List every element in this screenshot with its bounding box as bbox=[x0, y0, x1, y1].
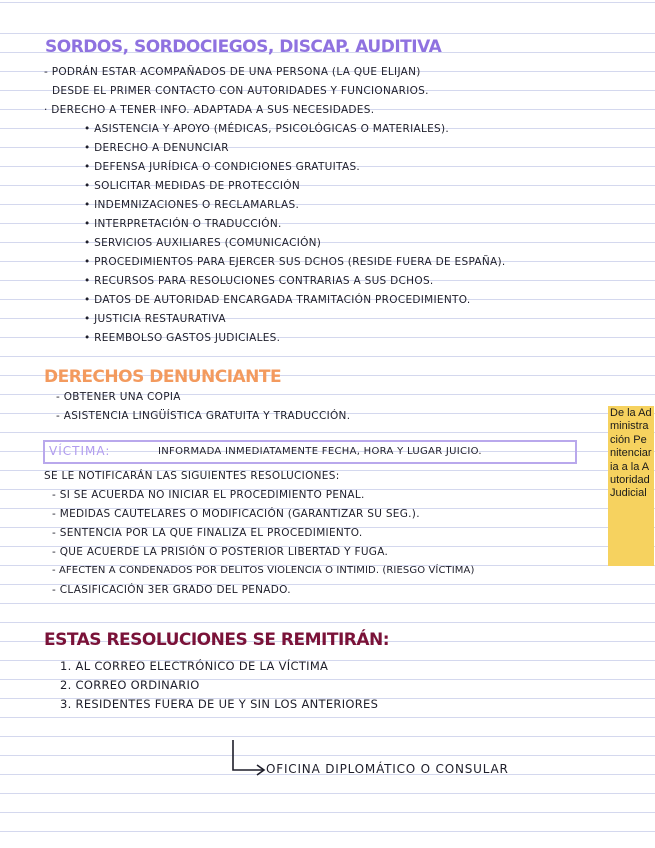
arrow-icon bbox=[230, 738, 270, 780]
list-item: 2. CORREO ORDINARIO bbox=[60, 678, 200, 692]
list-item: • INTERPRETACIÓN O TRADUCCIÓN. bbox=[84, 218, 282, 230]
list-item: • DATOS DE AUTORIDAD ENCARGADA TRAMITACIÓN PROCEDIMIENTO. bbox=[84, 294, 471, 306]
text-line: DESDE EL PRIMER CONTACTO CON AUTORIDADES Y FUNCIONARIOS. bbox=[52, 85, 429, 97]
list-item: - CLASIFICACIÓN 3ER GRADO DEL PENADO. bbox=[52, 584, 291, 596]
list-item: • REEMBOLSO GASTOS JUDICIALES. bbox=[84, 332, 281, 344]
arrow-destination: OFICINA DIPLOMÁTICO O CONSULAR bbox=[266, 762, 509, 776]
list-item: - SI SE ACUERDA NO INICIAR EL PROCEDIMIENTO PENAL. bbox=[52, 489, 365, 501]
list-item: - QUE ACUERDE LA PRISIÓN O POSTERIOR LIBERTAD Y FUGA. bbox=[52, 546, 389, 558]
list-item: • DERECHO A DENUNCIAR bbox=[84, 142, 229, 154]
list-item: • DEFENSA JURÍDICA O CONDICIONES GRATUITAS. bbox=[84, 161, 361, 173]
text-line: SE LE NOTIFICARÁN LAS SIGUIENTES RESOLUCIONES: bbox=[44, 470, 340, 482]
heading-sordos: SORDOS, SORDOCIEGOS, DISCAP. AUDITIVA bbox=[45, 37, 442, 57]
text-line: · DERECHO A TENER INFO. ADAPTADA A SUS NECESIDADES. bbox=[44, 104, 375, 116]
list-item: - MEDIDAS CAUTELARES O MODIFICACIÓN (GARANTIZAR SU SEG.). bbox=[52, 508, 420, 520]
victima-text: INFORMADA INMEDIATAMENTE FECHA, HORA Y LUGAR JUICIO. bbox=[158, 446, 482, 457]
list-item: 3. RESIDENTES FUERA DE UE Y SIN LOS ANTERIORES bbox=[60, 697, 379, 711]
list-item: - SENTENCIA POR LA QUE FINALIZA EL PROCEDIMIENTO. bbox=[52, 527, 363, 539]
sticky-note[interactable]: De la Administración Penitenciaria a la Autoridad Judicial bbox=[608, 406, 654, 566]
list-item: • SERVICIOS AUXILIARES (COMUNICACIÓN) bbox=[84, 237, 322, 249]
list-item: • PROCEDIMIENTOS PARA EJERCER SUS DCHOS (RESIDE FUERA DE ESPAÑA). bbox=[84, 256, 506, 268]
text-line: - PODRÁN ESTAR ACOMPAÑADOS DE UNA PERSONA (LA QUE ELIJAN) bbox=[44, 66, 421, 78]
text-line: - ASISTENCIA LINGÜÍSTICA GRATUITA Y TRADUCCIÓN. bbox=[56, 410, 351, 422]
text-line: - OBTENER UNA COPIA bbox=[56, 391, 181, 403]
list-item: • RECURSOS PARA RESOLUCIONES CONTRARIAS A SUS DCHOS. bbox=[84, 275, 434, 287]
victima-title: VÍCTIMA: bbox=[49, 444, 111, 458]
heading-resoluciones: ESTAS RESOLUCIONES SE REMITIRÁN: bbox=[44, 630, 390, 650]
list-item: • INDEMNIZACIONES O RECLAMARLAS. bbox=[84, 199, 300, 211]
list-item: - AFECTEN A CONDENADOS POR DELITOS VIOLENCIA O INTIMID. (RIESGO VÍCTIMA) bbox=[52, 565, 475, 576]
heading-derechos-denunciante: DERECHOS DENUNCIANTE bbox=[44, 367, 282, 387]
list-item: • ASISTENCIA Y APOYO (MÉDICAS, PSICOLÓGICAS O MATERIALES). bbox=[84, 123, 450, 135]
list-item: • SOLICITAR MEDIDAS DE PROTECCIÓN bbox=[84, 180, 300, 192]
list-item: 1. AL CORREO ELECTRÓNICO DE LA VÍCTIMA bbox=[60, 659, 329, 673]
list-item: • JUSTICIA RESTAURATIVA bbox=[84, 313, 226, 325]
